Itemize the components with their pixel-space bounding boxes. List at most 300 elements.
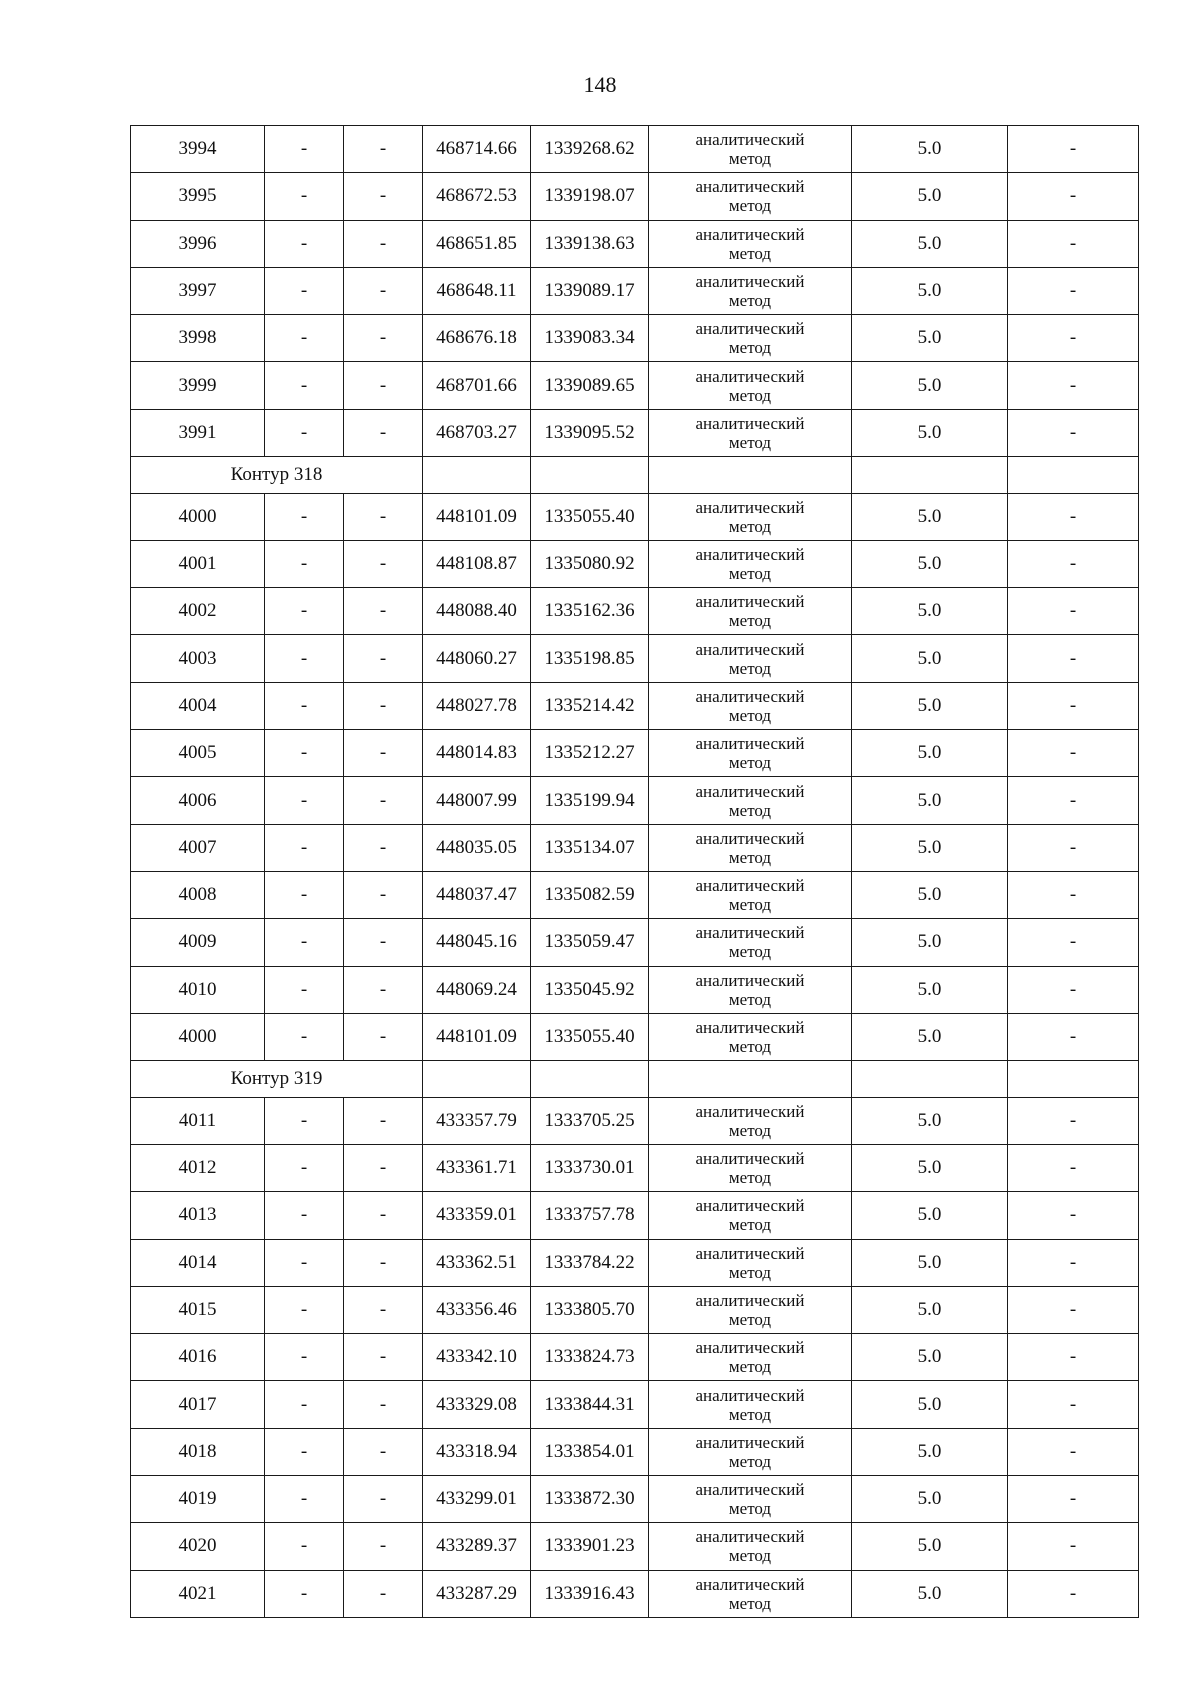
table-row: [131, 315, 1139, 362]
method-cell: [649, 1013, 852, 1060]
method-line2: метод: [728, 1357, 772, 1377]
dash-cell: -: [1008, 1570, 1139, 1617]
point-number-cell: 4017: [131, 1381, 265, 1428]
dash-cell: -: [265, 1523, 344, 1570]
dash-cell: -: [344, 1192, 423, 1239]
method-line1: аналитический: [695, 1385, 805, 1405]
x-coordinate-cell: 448108.87: [423, 540, 531, 587]
dash-cell: -: [344, 1144, 423, 1191]
accuracy-cell: 5.0: [852, 871, 1008, 918]
dash-cell: -: [344, 315, 423, 362]
method-line2: метод: [728, 658, 772, 678]
method-line1: аналитический: [695, 1432, 805, 1452]
dash-cell: -: [1008, 966, 1139, 1013]
point-number-cell: 3999: [131, 362, 265, 409]
table-row: [131, 588, 1139, 635]
method-cell: [649, 1523, 852, 1570]
x-coordinate-cell: 448037.47: [423, 871, 531, 918]
method-line1: аналитический: [695, 1196, 805, 1216]
method-line2: метод: [728, 243, 772, 263]
x-coordinate-cell: 448035.05: [423, 824, 531, 871]
method-line1: аналитический: [695, 1574, 805, 1594]
method-line2: метод: [728, 1546, 772, 1566]
method-cell: [649, 1381, 852, 1428]
dash-cell: -: [1008, 540, 1139, 587]
dash-cell: -: [265, 1334, 344, 1381]
dash-cell: -: [1008, 1381, 1139, 1428]
table-row: [131, 1097, 1139, 1144]
empty-cell: [649, 1061, 852, 1098]
method-line2: метод: [728, 705, 772, 725]
point-number-cell: 3996: [131, 220, 265, 267]
method-cell: [649, 1570, 852, 1617]
x-coordinate-cell: 448045.16: [423, 919, 531, 966]
method-cell: [649, 777, 852, 824]
y-coordinate-cell: 1335082.59: [531, 871, 649, 918]
dash-cell: -: [344, 682, 423, 729]
method-cell: [649, 126, 852, 173]
dash-cell: -: [344, 540, 423, 587]
point-number-cell: 4013: [131, 1192, 265, 1239]
table-row: [131, 1334, 1139, 1381]
method-line1: аналитический: [695, 1290, 805, 1310]
dash-cell: -: [344, 966, 423, 1013]
y-coordinate-cell: 1333844.31: [531, 1381, 649, 1428]
empty-cell: [423, 1061, 531, 1098]
dash-cell: -: [344, 173, 423, 220]
dash-cell: -: [1008, 1144, 1139, 1191]
accuracy-cell: 5.0: [852, 173, 1008, 220]
x-coordinate-cell: 448101.09: [423, 493, 531, 540]
method-cell: [649, 1144, 852, 1191]
empty-cell: [852, 1061, 1008, 1098]
y-coordinate-cell: 1333757.78: [531, 1192, 649, 1239]
dash-cell: -: [265, 871, 344, 918]
dash-cell: -: [1008, 493, 1139, 540]
dash-cell: -: [1008, 126, 1139, 173]
table-row: [131, 220, 1139, 267]
method-cell: [649, 315, 852, 362]
method-cell: [649, 919, 852, 966]
y-coordinate-cell: 1335080.92: [531, 540, 649, 587]
dash-cell: -: [344, 1286, 423, 1333]
dash-cell: -: [344, 267, 423, 314]
point-number-cell: 4018: [131, 1428, 265, 1475]
method-cell: [649, 173, 852, 220]
method-cell: [649, 871, 852, 918]
dash-cell: -: [344, 1239, 423, 1286]
method-cell: [649, 1476, 852, 1523]
dash-cell: -: [265, 682, 344, 729]
x-coordinate-cell: 448014.83: [423, 730, 531, 777]
table-row: [131, 1523, 1139, 1570]
dash-cell: -: [265, 540, 344, 587]
table-row: [131, 1013, 1139, 1060]
empty-cell: [531, 1061, 649, 1098]
accuracy-cell: 5.0: [852, 493, 1008, 540]
dash-cell: -: [265, 126, 344, 173]
y-coordinate-cell: 1339095.52: [531, 409, 649, 456]
dash-cell: -: [1008, 173, 1139, 220]
table-row: [131, 824, 1139, 871]
dash-cell: -: [344, 635, 423, 682]
method-line2: метод: [728, 895, 772, 915]
method-line1: аналитический: [695, 970, 805, 990]
accuracy-cell: 5.0: [852, 315, 1008, 362]
method-line1: аналитический: [695, 1338, 805, 1358]
accuracy-cell: 5.0: [852, 1097, 1008, 1144]
dash-cell: -: [1008, 1239, 1139, 1286]
dash-cell: -: [265, 362, 344, 409]
table-row: [131, 362, 1139, 409]
point-number-cell: 4011: [131, 1097, 265, 1144]
method-cell: [649, 1428, 852, 1475]
dash-cell: -: [344, 220, 423, 267]
point-number-cell: 4008: [131, 871, 265, 918]
x-coordinate-cell: 448101.09: [423, 1013, 531, 1060]
method-line1: аналитический: [695, 639, 805, 659]
dash-cell: -: [265, 493, 344, 540]
dash-cell: -: [265, 1144, 344, 1191]
dash-cell: -: [344, 493, 423, 540]
accuracy-cell: 5.0: [852, 540, 1008, 587]
method-line1: аналитический: [695, 413, 805, 433]
method-line1: аналитический: [695, 319, 805, 339]
accuracy-cell: 5.0: [852, 682, 1008, 729]
dash-cell: -: [344, 1428, 423, 1475]
method-line2: метод: [728, 1215, 772, 1235]
dash-cell: -: [344, 126, 423, 173]
dash-cell: -: [1008, 220, 1139, 267]
x-coordinate-cell: 468672.53: [423, 173, 531, 220]
method-line1: аналитический: [695, 1101, 805, 1121]
method-line2: метод: [728, 1036, 772, 1056]
point-number-cell: 4001: [131, 540, 265, 587]
method-cell: [649, 1239, 852, 1286]
method-cell: [649, 682, 852, 729]
y-coordinate-cell: 1339089.17: [531, 267, 649, 314]
method-cell: [649, 409, 852, 456]
point-number-cell: 4021: [131, 1570, 265, 1617]
table-row: [131, 1381, 1139, 1428]
y-coordinate-cell: 1339268.62: [531, 126, 649, 173]
x-coordinate-cell: 468676.18: [423, 315, 531, 362]
dash-cell: -: [344, 871, 423, 918]
point-number-cell: 4000: [131, 1013, 265, 1060]
accuracy-cell: 5.0: [852, 409, 1008, 456]
accuracy-cell: 5.0: [852, 966, 1008, 1013]
dash-cell: -: [1008, 1013, 1139, 1060]
y-coordinate-cell: 1333901.23: [531, 1523, 649, 1570]
method-cell: [649, 362, 852, 409]
contour-label: Контур 318: [131, 457, 423, 494]
table-row: [131, 1476, 1139, 1523]
point-number-cell: 3998: [131, 315, 265, 362]
dash-cell: -: [265, 409, 344, 456]
accuracy-cell: 5.0: [852, 1286, 1008, 1333]
method-line2: метод: [728, 516, 772, 536]
dash-cell: -: [344, 919, 423, 966]
method-cell: [649, 1192, 852, 1239]
method-line1: аналитический: [695, 224, 805, 244]
dash-cell: -: [1008, 1428, 1139, 1475]
dash-cell: -: [265, 315, 344, 362]
method-line1: аналитический: [695, 497, 805, 517]
accuracy-cell: 5.0: [852, 1523, 1008, 1570]
point-number-cell: 4009: [131, 919, 265, 966]
dash-cell: -: [344, 362, 423, 409]
method-line1: аналитический: [695, 1480, 805, 1500]
method-line2: метод: [728, 1451, 772, 1471]
dash-cell: -: [344, 1013, 423, 1060]
y-coordinate-cell: 1339089.65: [531, 362, 649, 409]
x-coordinate-cell: 433318.94: [423, 1428, 531, 1475]
accuracy-cell: 5.0: [852, 919, 1008, 966]
point-number-cell: 3991: [131, 409, 265, 456]
dash-cell: -: [344, 730, 423, 777]
method-line1: аналитический: [695, 592, 805, 612]
dash-cell: -: [1008, 682, 1139, 729]
method-line2: метод: [728, 753, 772, 773]
x-coordinate-cell: 448027.78: [423, 682, 531, 729]
empty-cell: [1008, 1061, 1139, 1098]
table-row: [131, 871, 1139, 918]
dash-cell: -: [1008, 824, 1139, 871]
dash-cell: -: [265, 1476, 344, 1523]
table-row: [131, 730, 1139, 777]
point-number-cell: 4012: [131, 1144, 265, 1191]
accuracy-cell: 5.0: [852, 1428, 1008, 1475]
y-coordinate-cell: 1333730.01: [531, 1144, 649, 1191]
y-coordinate-cell: 1335199.94: [531, 777, 649, 824]
x-coordinate-cell: 468651.85: [423, 220, 531, 267]
table-row: [131, 409, 1139, 456]
table-row: [131, 1192, 1139, 1239]
dash-cell: -: [1008, 1476, 1139, 1523]
table-row: [131, 1570, 1139, 1617]
table-row: [131, 682, 1139, 729]
y-coordinate-cell: 1333872.30: [531, 1476, 649, 1523]
point-number-cell: 4014: [131, 1239, 265, 1286]
dash-cell: -: [265, 635, 344, 682]
dash-cell: -: [1008, 1286, 1139, 1333]
method-cell: [649, 966, 852, 1013]
method-line2: метод: [728, 611, 772, 631]
accuracy-cell: 5.0: [852, 126, 1008, 173]
y-coordinate-cell: 1339198.07: [531, 173, 649, 220]
accuracy-cell: 5.0: [852, 362, 1008, 409]
table-body: [131, 126, 1139, 1618]
method-line2: метод: [728, 564, 772, 584]
x-coordinate-cell: 433356.46: [423, 1286, 531, 1333]
dash-cell: -: [344, 1523, 423, 1570]
table-row: [131, 493, 1139, 540]
table-row: [131, 1144, 1139, 1191]
y-coordinate-cell: 1335055.40: [531, 493, 649, 540]
point-number-cell: 4004: [131, 682, 265, 729]
table-row: [131, 267, 1139, 314]
method-cell: [649, 1334, 852, 1381]
method-cell: [649, 220, 852, 267]
method-line1: аналитический: [695, 923, 805, 943]
method-line1: аналитический: [695, 1527, 805, 1547]
table-row: [131, 966, 1139, 1013]
point-number-cell: 4007: [131, 824, 265, 871]
page-number: 148: [583, 72, 617, 97]
dash-cell: -: [1008, 1097, 1139, 1144]
dash-cell: -: [344, 588, 423, 635]
y-coordinate-cell: 1333705.25: [531, 1097, 649, 1144]
dash-cell: -: [265, 730, 344, 777]
dash-cell: -: [1008, 1192, 1139, 1239]
method-cell: [649, 1097, 852, 1144]
empty-cell: [423, 457, 531, 494]
point-number-cell: 4010: [131, 966, 265, 1013]
x-coordinate-cell: 433357.79: [423, 1097, 531, 1144]
y-coordinate-cell: 1335162.36: [531, 588, 649, 635]
method-line1: аналитический: [695, 781, 805, 801]
accuracy-cell: 5.0: [852, 824, 1008, 871]
x-coordinate-cell: 433299.01: [423, 1476, 531, 1523]
x-coordinate-cell: 448088.40: [423, 588, 531, 635]
contour-header-row: [131, 1061, 1139, 1098]
method-cell: [649, 493, 852, 540]
table-row: [131, 919, 1139, 966]
dash-cell: -: [1008, 362, 1139, 409]
dash-cell: -: [265, 919, 344, 966]
y-coordinate-cell: 1333854.01: [531, 1428, 649, 1475]
dash-cell: -: [265, 1381, 344, 1428]
dash-cell: -: [344, 409, 423, 456]
method-cell: [649, 635, 852, 682]
dash-cell: -: [1008, 1523, 1139, 1570]
method-line2: метод: [728, 338, 772, 358]
accuracy-cell: 5.0: [852, 588, 1008, 635]
method-line2: метод: [728, 149, 772, 169]
method-line1: аналитический: [695, 686, 805, 706]
dash-cell: -: [344, 1381, 423, 1428]
coordinates-table: [130, 125, 1139, 1618]
dash-cell: -: [265, 1192, 344, 1239]
accuracy-cell: 5.0: [852, 1334, 1008, 1381]
y-coordinate-cell: 1333916.43: [531, 1570, 649, 1617]
dash-cell: -: [1008, 730, 1139, 777]
accuracy-cell: 5.0: [852, 1570, 1008, 1617]
accuracy-cell: 5.0: [852, 220, 1008, 267]
dash-cell: -: [265, 220, 344, 267]
dash-cell: -: [1008, 777, 1139, 824]
x-coordinate-cell: 448069.24: [423, 966, 531, 1013]
point-number-cell: 4002: [131, 588, 265, 635]
dash-cell: -: [344, 824, 423, 871]
point-number-cell: 3997: [131, 267, 265, 314]
dash-cell: -: [344, 1570, 423, 1617]
method-line2: метод: [728, 800, 772, 820]
empty-cell: [852, 457, 1008, 494]
method-line2: метод: [728, 1404, 772, 1424]
accuracy-cell: 5.0: [852, 1144, 1008, 1191]
dash-cell: -: [265, 824, 344, 871]
accuracy-cell: 5.0: [852, 1381, 1008, 1428]
dash-cell: -: [265, 1239, 344, 1286]
method-line1: аналитический: [695, 272, 805, 292]
table-row: [131, 173, 1139, 220]
accuracy-cell: 5.0: [852, 1476, 1008, 1523]
method-line2: метод: [728, 942, 772, 962]
x-coordinate-cell: 433287.29: [423, 1570, 531, 1617]
accuracy-cell: 5.0: [852, 1013, 1008, 1060]
dash-cell: -: [265, 1570, 344, 1617]
y-coordinate-cell: 1335214.42: [531, 682, 649, 729]
table-row: [131, 1286, 1139, 1333]
method-cell: [649, 824, 852, 871]
point-number-cell: 4005: [131, 730, 265, 777]
dash-cell: -: [344, 1097, 423, 1144]
accuracy-cell: 5.0: [852, 1239, 1008, 1286]
dash-cell: -: [1008, 871, 1139, 918]
method-line2: метод: [728, 989, 772, 1009]
y-coordinate-cell: 1333824.73: [531, 1334, 649, 1381]
accuracy-cell: 5.0: [852, 1192, 1008, 1239]
method-line1: аналитический: [695, 1243, 805, 1263]
y-coordinate-cell: 1333784.22: [531, 1239, 649, 1286]
dash-cell: -: [1008, 588, 1139, 635]
empty-cell: [531, 457, 649, 494]
x-coordinate-cell: 468648.11: [423, 267, 531, 314]
dash-cell: -: [1008, 1334, 1139, 1381]
dash-cell: -: [1008, 409, 1139, 456]
method-line1: аналитический: [695, 1149, 805, 1169]
empty-cell: [649, 457, 852, 494]
method-line1: аналитический: [695, 366, 805, 386]
method-cell: [649, 267, 852, 314]
dash-cell: -: [265, 267, 344, 314]
accuracy-cell: 5.0: [852, 267, 1008, 314]
point-number-cell: 4016: [131, 1334, 265, 1381]
method-line1: аналитический: [695, 177, 805, 197]
method-line2: метод: [728, 291, 772, 311]
method-line2: метод: [728, 196, 772, 216]
x-coordinate-cell: 433359.01: [423, 1192, 531, 1239]
dash-cell: -: [265, 966, 344, 1013]
dash-cell: -: [1008, 635, 1139, 682]
method-line2: метод: [728, 847, 772, 867]
method-cell: [649, 1286, 852, 1333]
point-number-cell: 4006: [131, 777, 265, 824]
method-line1: аналитический: [695, 545, 805, 565]
point-number-cell: 4000: [131, 493, 265, 540]
accuracy-cell: 5.0: [852, 777, 1008, 824]
x-coordinate-cell: 433362.51: [423, 1239, 531, 1286]
point-number-cell: 4019: [131, 1476, 265, 1523]
method-line2: метод: [728, 385, 772, 405]
method-cell: [649, 588, 852, 635]
x-coordinate-cell: 468703.27: [423, 409, 531, 456]
y-coordinate-cell: 1333805.70: [531, 1286, 649, 1333]
method-line1: аналитический: [695, 1017, 805, 1037]
x-coordinate-cell: 433329.08: [423, 1381, 531, 1428]
point-number-cell: 4015: [131, 1286, 265, 1333]
method-line2: метод: [728, 432, 772, 452]
dash-cell: -: [344, 1334, 423, 1381]
y-coordinate-cell: 1339083.34: [531, 315, 649, 362]
y-coordinate-cell: 1335059.47: [531, 919, 649, 966]
method-line2: метод: [728, 1499, 772, 1519]
x-coordinate-cell: 433342.10: [423, 1334, 531, 1381]
table-row: [131, 635, 1139, 682]
dash-cell: -: [1008, 267, 1139, 314]
method-cell: [649, 730, 852, 777]
